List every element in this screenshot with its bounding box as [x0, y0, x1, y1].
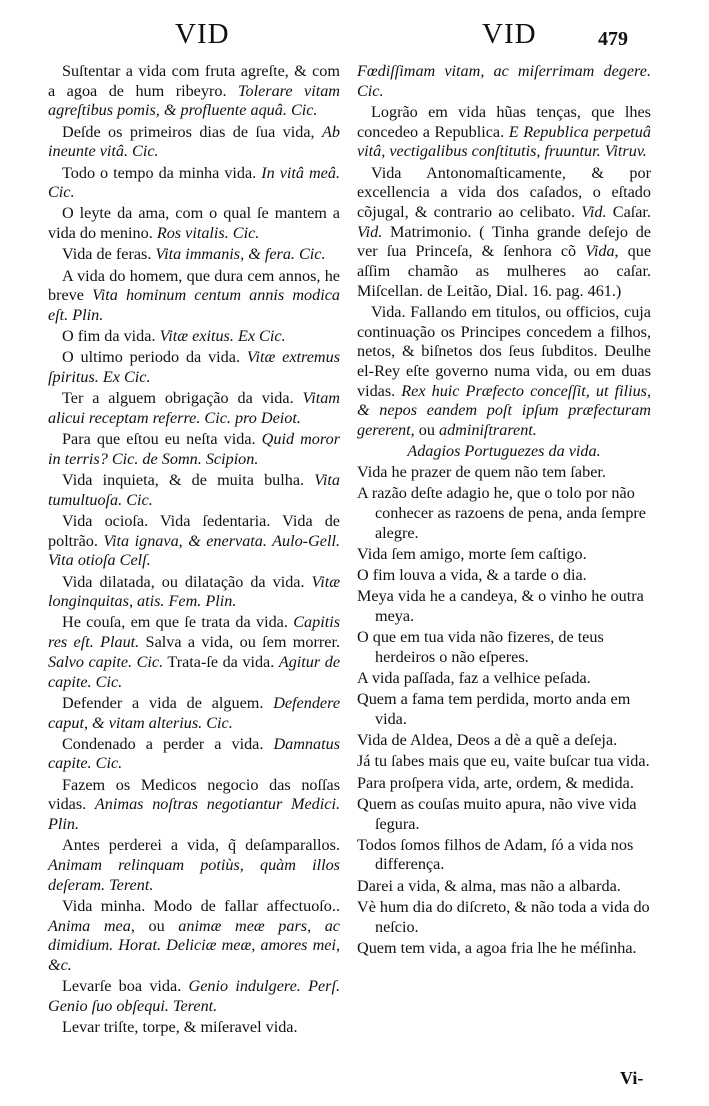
latin-text: Capitis res eſt. Plaut.: [48, 613, 340, 652]
dictionary-entry: [48, 573, 340, 612]
adage-item: Quem tem vida, a agoa fria lhe he méſinha.: [357, 938, 637, 957]
portuguese-text: Vida de feras.: [62, 245, 156, 264]
dictionary-entry: [48, 245, 340, 265]
latin-text: animæ meæ pars, ac dimidium. Horat. Deliciæ meæ, amores mei, &c.: [48, 916, 340, 974]
portuguese-text: Antes perderei a vida, q̃ deſamparallos.: [62, 836, 340, 855]
latin-text: Ros vitalis. Cic.: [156, 224, 260, 243]
portuguese-text: O fim da vida.: [62, 327, 160, 346]
portuguese-text: Caſar.: [606, 202, 651, 221]
running-head-right: VID: [482, 18, 537, 50]
portuguese-text: Trata-ſe da vida.: [163, 652, 279, 671]
latin-text: Vita hominum centum annis modica eſt. Plin.: [48, 286, 340, 324]
latin-text: Vitæ extremus ſpiritus. Ex Cic.: [48, 348, 341, 387]
latin-text: Salvo capite. Cic.: [48, 652, 164, 671]
dictionary-entry: [48, 613, 340, 692]
portuguese-text: Levarſe boa vida.: [62, 977, 189, 996]
dictionary-entry: [48, 512, 340, 571]
latin-text: Animas noſtras negotiantur Medici. Plin.: [48, 795, 340, 834]
portuguese-text: , que aſſim chamão as mulheres ao caſar. Miſcellan. de Leitão, Dial. 16. pag. 461.): [357, 242, 652, 300]
portuguese-text: Matrimonio. ( Tinha grande deſejo de ver ſua Princeſa, & ſenhora cõ: [357, 222, 651, 261]
catchword: Vi-: [620, 1068, 644, 1088]
portuguese-text: , ou: [130, 916, 179, 935]
adage-item: Meya vida he a candeya, & o vinho he outra meya.: [357, 587, 644, 625]
latin-text: Anima mea: [48, 916, 131, 935]
latin-text: Agitur de capite. Cic.: [48, 652, 341, 691]
portuguese-text: Vida ocioſa. Vida ſedentaria. Vida de poltrão.: [48, 511, 340, 550]
dictionary-entry: [48, 267, 340, 326]
latin-text: Tolerare vitam agreſtibus pomis, & profluente aquâ. Cic.: [48, 81, 340, 120]
dictionary-entry: [48, 735, 340, 774]
dictionary-entry: [48, 1018, 340, 1038]
dictionary-entry: [357, 164, 651, 302]
portuguese-text: Fazem os Medicos negocio das noſſas vidas.: [48, 775, 340, 814]
dictionary-entry: [357, 103, 651, 162]
dictionary-entry: [48, 430, 340, 469]
dictionary-entry: [48, 62, 340, 121]
latin-text: Vitam alicui receptam referre. Cic. pro Deiot.: [48, 389, 340, 427]
right-column: [357, 62, 651, 960]
latin-text: Fœdiſſimam vitam, ac miſerrimam degere. Cic.: [357, 62, 651, 100]
latin-text: E Republica perpetuâ vitâ, vectigalibus conſtitutis, fruuntur. Vitruv.: [357, 122, 651, 161]
left-column: [48, 62, 340, 1039]
latin-text: Vita immanis, & fera. Cic.: [155, 245, 326, 264]
latin-text: Vitæ longinquitas, atis. Fem. Plin.: [48, 572, 340, 611]
dictionary-entry: [48, 776, 340, 835]
portuguese-text: He couſa, em que ſe trata da vida.: [62, 613, 294, 632]
dictionary-entry: [48, 348, 340, 387]
latin-text: Vita ignava, & enervata. Aulo-Gell. Vita otioſa Celſ.: [48, 531, 340, 570]
adage-item: Vida de Aldea, Deos a dè a quẽ a deſeja.: [357, 731, 618, 750]
adage-item: A vida paſſada, faz a velhice peſada.: [357, 669, 591, 688]
latin-text: Vida: [585, 242, 615, 261]
adage-item: Para proſpera vida, arte, ordem, & medida.: [357, 773, 634, 792]
latin-text: Damnatus capite. Cic.: [48, 734, 340, 773]
portuguese-text: Suſtentar a vida com fruta agreſte, & com a agoa de hum ribeyro.: [48, 62, 340, 100]
dictionary-entry: [48, 977, 340, 1016]
adage-item: Quem a fama tem perdida, morto anda em vida.: [357, 690, 631, 728]
adage-item: Vida he prazer de quem não tem ſaber.: [357, 463, 606, 482]
latin-text: Ab ineunte vitâ. Cic.: [48, 122, 340, 161]
dictionary-entry: [357, 303, 651, 441]
portuguese-text: Vida inquieta, & de muita bulha.: [62, 471, 315, 490]
dictionary-entry: [48, 204, 340, 243]
dictionary-entry: [48, 897, 340, 976]
adage-item: O que em tua vida não fizeres, de teus herdeiros o não eſperes.: [357, 628, 604, 666]
adages-list: [357, 463, 651, 958]
latin-text: In vitâ meâ. Cic.: [48, 163, 340, 202]
portuguese-text: Deſde os primeiros dias de ſua vida,: [62, 122, 323, 141]
latin-text: Genio indulgere. Perſ. Genio ſuo obſequi. Terent.: [48, 977, 341, 1015]
portuguese-text: Vida. Fallando em titulos, ou officios, cuja continuação os Principes concedem a filhos, netos, & biſnetos dos ſeus ſubditos. Deulhe el-Rey eſte governo numa vida, ou em duas vidas.: [357, 302, 651, 400]
dictionary-entry: [48, 694, 340, 733]
portuguese-text: Defender a vida de alguem.: [62, 693, 274, 712]
portuguese-text: O leyte da ama, com o qual ſe mantem a vida do menino.: [48, 204, 340, 243]
dictionary-entry: [48, 164, 340, 203]
latin-text: Vid.: [581, 202, 607, 221]
adage-item: Darei a vida, & alma, mas não a albarda.: [357, 876, 621, 895]
adage-item: Todos ſomos filhos de Adam, ſó a vida nos differença.: [357, 835, 634, 874]
portuguese-text: Vida Antonomaſticamente, & por excellencia a vida dos caſados, o eſtado cõjugal, & contrario ao celibato.: [357, 163, 651, 221]
latin-text: Rex huic Præfecto conceſſit, ut filius, & nepos eandem poſt ipſum præfecturam gererent,: [357, 381, 652, 440]
dictionary-entry: [48, 471, 340, 510]
latin-text: Animam relinquam potiùs, quàm illos deſeram. Terent.: [48, 855, 340, 894]
adage-item: Vè hum dia do diſcreto, & não toda a vida do neſcio.: [357, 897, 650, 936]
portuguese-text: ou: [414, 421, 439, 440]
latin-text: Vid.: [357, 222, 383, 241]
portuguese-text: A vida do homem, que dura cem annos, he breve: [48, 266, 340, 305]
adage-item: Quem as couſas muito apura, não vive vida ſegura.: [357, 794, 637, 833]
running-head-left: VID: [175, 18, 230, 50]
portuguese-text: Logrão em vida hũas tenças, que lhes concedeo a Republica.: [357, 102, 651, 141]
latin-text: Vita tumultuoſa. Cic.: [48, 471, 340, 509]
dictionary-entry: [48, 123, 340, 162]
portuguese-text: O ultimo periodo da vida.: [62, 348, 247, 367]
latin-text: Vitæ exitus. Ex Cic.: [159, 327, 286, 346]
portuguese-text: Todo o tempo da minha vida.: [62, 163, 262, 182]
portuguese-text: Vida dilatada, ou dilatação da vida.: [62, 572, 312, 591]
latin-text: Quid moror in terris? Cic. de Somn. Scipion.: [48, 430, 340, 468]
portuguese-text: Salva a vida, ou ſem morrer.: [139, 633, 340, 652]
adage-item: O fim louva a vida, & a tarde o dia.: [357, 566, 587, 585]
portuguese-text: Levar triſte, torpe, & miſeravel vida.: [62, 1018, 298, 1037]
page-number: 479: [598, 28, 628, 50]
latin-text: adminiſtrarent.: [438, 421, 537, 440]
dictionary-entry: [48, 389, 340, 428]
dictionary-entry: [48, 327, 340, 347]
adage-item: Já tu ſabes mais que eu, vaite buſcar tua vida.: [357, 752, 650, 771]
latin-text: Defendere caput, & vitam alterius. Cic.: [48, 693, 340, 732]
portuguese-text: Para que eſtou eu neſta vida.: [62, 430, 262, 449]
portuguese-text: Condenado a perder a vida.: [62, 734, 274, 753]
page-header: [0, 18, 709, 58]
portuguese-text: Ter a alguem obrigação da vida.: [62, 389, 303, 408]
adages-heading: Adagios Portuguezes da vida.: [407, 442, 601, 461]
dictionary-entry: [48, 836, 340, 895]
adage-item: Vida ſem amigo, morte ſem caſtigo.: [357, 544, 587, 563]
adage-item: A razão deſte adagio he, que o tolo por não conhecer as razoens de pena, anda ſempre alegre.: [357, 484, 646, 542]
portuguese-text: Vida minha. Modo de fallar affectuoſo..: [62, 896, 340, 915]
continuation-entry: [357, 62, 651, 101]
right-entries: [357, 103, 651, 441]
